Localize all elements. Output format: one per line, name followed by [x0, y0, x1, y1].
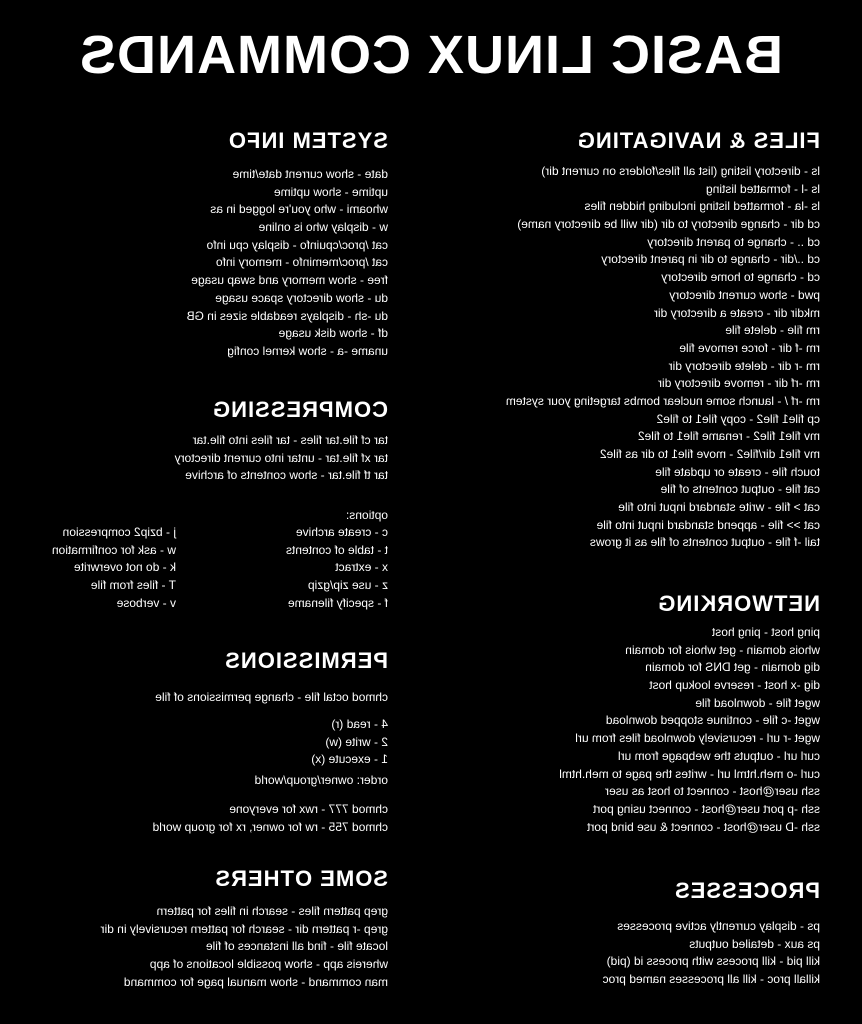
command-line: mkdir dir - create a directory dir [653, 305, 820, 320]
option-line: x - extract [335, 560, 388, 575]
command-line: cd dir - change directory to dir (dir will be directory name) [517, 217, 820, 232]
command-line: grep -r pattern dir - search for pattern recursively in dir [100, 921, 388, 936]
command-line: kill pid - kill process with process id (pid) [606, 954, 820, 969]
command-line: ssh -D user@host - connect & use bind port [587, 819, 820, 834]
command-line: man command - show manual page for command [123, 974, 388, 989]
command-line: ps - display currently active processes [617, 919, 820, 933]
permissions-octal-list [311, 716, 388, 769]
compressing-list [175, 432, 388, 485]
command-line: uname -a - show kernel config [227, 343, 388, 358]
options-label: options: [345, 508, 388, 522]
permission-line: 4 - read (r) [331, 717, 388, 731]
option-line: k - do not overwrite [73, 560, 176, 575]
command-line: curl -o meh.html url - writes the page to meh.html [559, 766, 820, 781]
files-list [506, 163, 820, 552]
command-line: rm -rf dir - remove directory dir [657, 376, 820, 391]
options-left-list [286, 524, 388, 612]
command-line: tar cf file.tar files - tar files into file.tar [192, 433, 388, 447]
command-line: cd - change to home directory [661, 270, 820, 285]
files-section-title: FILES & NAVIGATING [576, 128, 820, 153]
command-line: ls -la - formatted listing including hidden files [584, 199, 820, 214]
command-line: rm -f dir - force remove file [679, 340, 820, 355]
options-right-list [52, 524, 176, 612]
command-line: tail -f file - output contents of file as it grows [589, 535, 820, 550]
option-line: c - create archive [295, 525, 388, 539]
permissions-examples [153, 801, 388, 836]
command-line: rm -r dir - delete directory dir [668, 358, 820, 373]
command-line: uptime - show uptime [273, 184, 388, 199]
option-line: f - specify filename [287, 595, 388, 610]
option-line: t - table of contents [285, 542, 388, 557]
command-line: whois domain - get whois for domain [625, 642, 820, 657]
permission-example: chmod 755 - rw for owner, rx for group world [152, 819, 388, 834]
command-line: du - show directory space usage [215, 290, 388, 305]
permission-line: 1 - execute (x) [311, 752, 388, 767]
command-line: w - display who is online [258, 220, 388, 235]
command-line: rm file - delete file [725, 323, 820, 338]
command-line: wget -c file - continue stopped download [605, 713, 820, 728]
command-line: grep pattern files - search in files for pattern [156, 904, 388, 918]
command-line: du -sh - displays readable sizes in GB [186, 308, 388, 323]
command-line: tar xf file.tar - untar into current directory [174, 450, 388, 465]
command-line: ssh user@host - connect to host as user [605, 784, 820, 799]
command-line: mv file1 file2 - rename file1 to file2 [637, 429, 820, 444]
permission-line: 2 - write (w) [325, 734, 388, 749]
command-line: cat file - output contents of file [660, 482, 820, 497]
command-line: curl url - outputs the webpage from url [617, 748, 820, 763]
command-line: wget file - download file [695, 695, 820, 710]
command-line: df - show disk usage [278, 326, 388, 341]
permission-example: chmod 777 - rwx for everyone [229, 802, 388, 816]
command-line: ls - directory listing (list all files/folders on current dir) [541, 164, 820, 178]
system-section-title: SYSTEM INFO [227, 128, 388, 153]
command-line: locate file - find all instances of file [205, 939, 388, 954]
processes-section-title: PROCESSES [674, 878, 820, 903]
option-line: w - ask for confirmation [51, 542, 176, 557]
networking-list [559, 624, 820, 836]
permissions-line: chmod octal file - change permissions of file [155, 690, 388, 704]
permissions-section-title: PERMISSIONS [224, 648, 388, 673]
system-list [187, 166, 388, 361]
command-line: whoami - who you're logged in as [210, 202, 388, 217]
command-line: cd .. - change to parent directory [647, 234, 820, 249]
option-line: z - use zip/gzip [307, 578, 388, 593]
command-line: dig domain - get DNS for domain [645, 660, 820, 675]
command-line: pwd - show current directory [669, 287, 820, 302]
command-line: cat > file - write standard input into file [618, 500, 820, 515]
option-line: T - files from file [90, 578, 176, 593]
networking-section-title: NETWORKING [657, 591, 820, 616]
command-line: free - show memory and swap usage [191, 273, 388, 288]
processes-list [603, 918, 820, 989]
command-line: touch file - create or update file [655, 464, 820, 479]
command-line: tar tf file.tar - show contents of archive [185, 468, 388, 483]
command-line: ssh -p port user@host - connect using port [593, 801, 820, 816]
others-section-title: SOME OTHERS [214, 866, 388, 891]
option-line: j - bzip2 compression [62, 525, 176, 539]
command-line: ps aux - detailed outputs [689, 936, 820, 951]
permissions-order: order: owner/group/world [254, 773, 388, 787]
page-title: BASIC LINUX COMMANDS [79, 25, 783, 85]
command-line: killall proc - kill all processes named proc [602, 972, 820, 987]
command-line: wget -r url - recursively download files from url [575, 731, 820, 746]
compressing-section-title: COMPRESSING [211, 397, 388, 422]
command-line: rm -rf / - launch some nuclear bombs targeting your system [505, 393, 820, 408]
command-line: date - show current date/time [232, 167, 388, 181]
command-line: cat /proc/meminfo - memory info [215, 255, 388, 270]
command-line: cat >> file - append standard input into file [596, 517, 820, 532]
command-line: ping host - ping host [711, 625, 820, 639]
command-line: ls -l - formatted listing [705, 181, 820, 196]
command-line: cd ../dir - change to dir in parent directory [601, 252, 820, 267]
command-line: cat /proc/cpuinfo - display cpu info [206, 237, 388, 252]
command-line: mv file1 dir/file2 - move file1 to dir as file2 [599, 447, 820, 461]
command-line: whereis app - show possible locations of app [149, 957, 388, 972]
others-list [101, 903, 388, 991]
command-line: cp file1 file2 - copy file1 to file2 [656, 411, 820, 426]
option-line: v - verbose [116, 595, 176, 610]
command-line: dig -x host - reserve lookup host [649, 678, 820, 693]
